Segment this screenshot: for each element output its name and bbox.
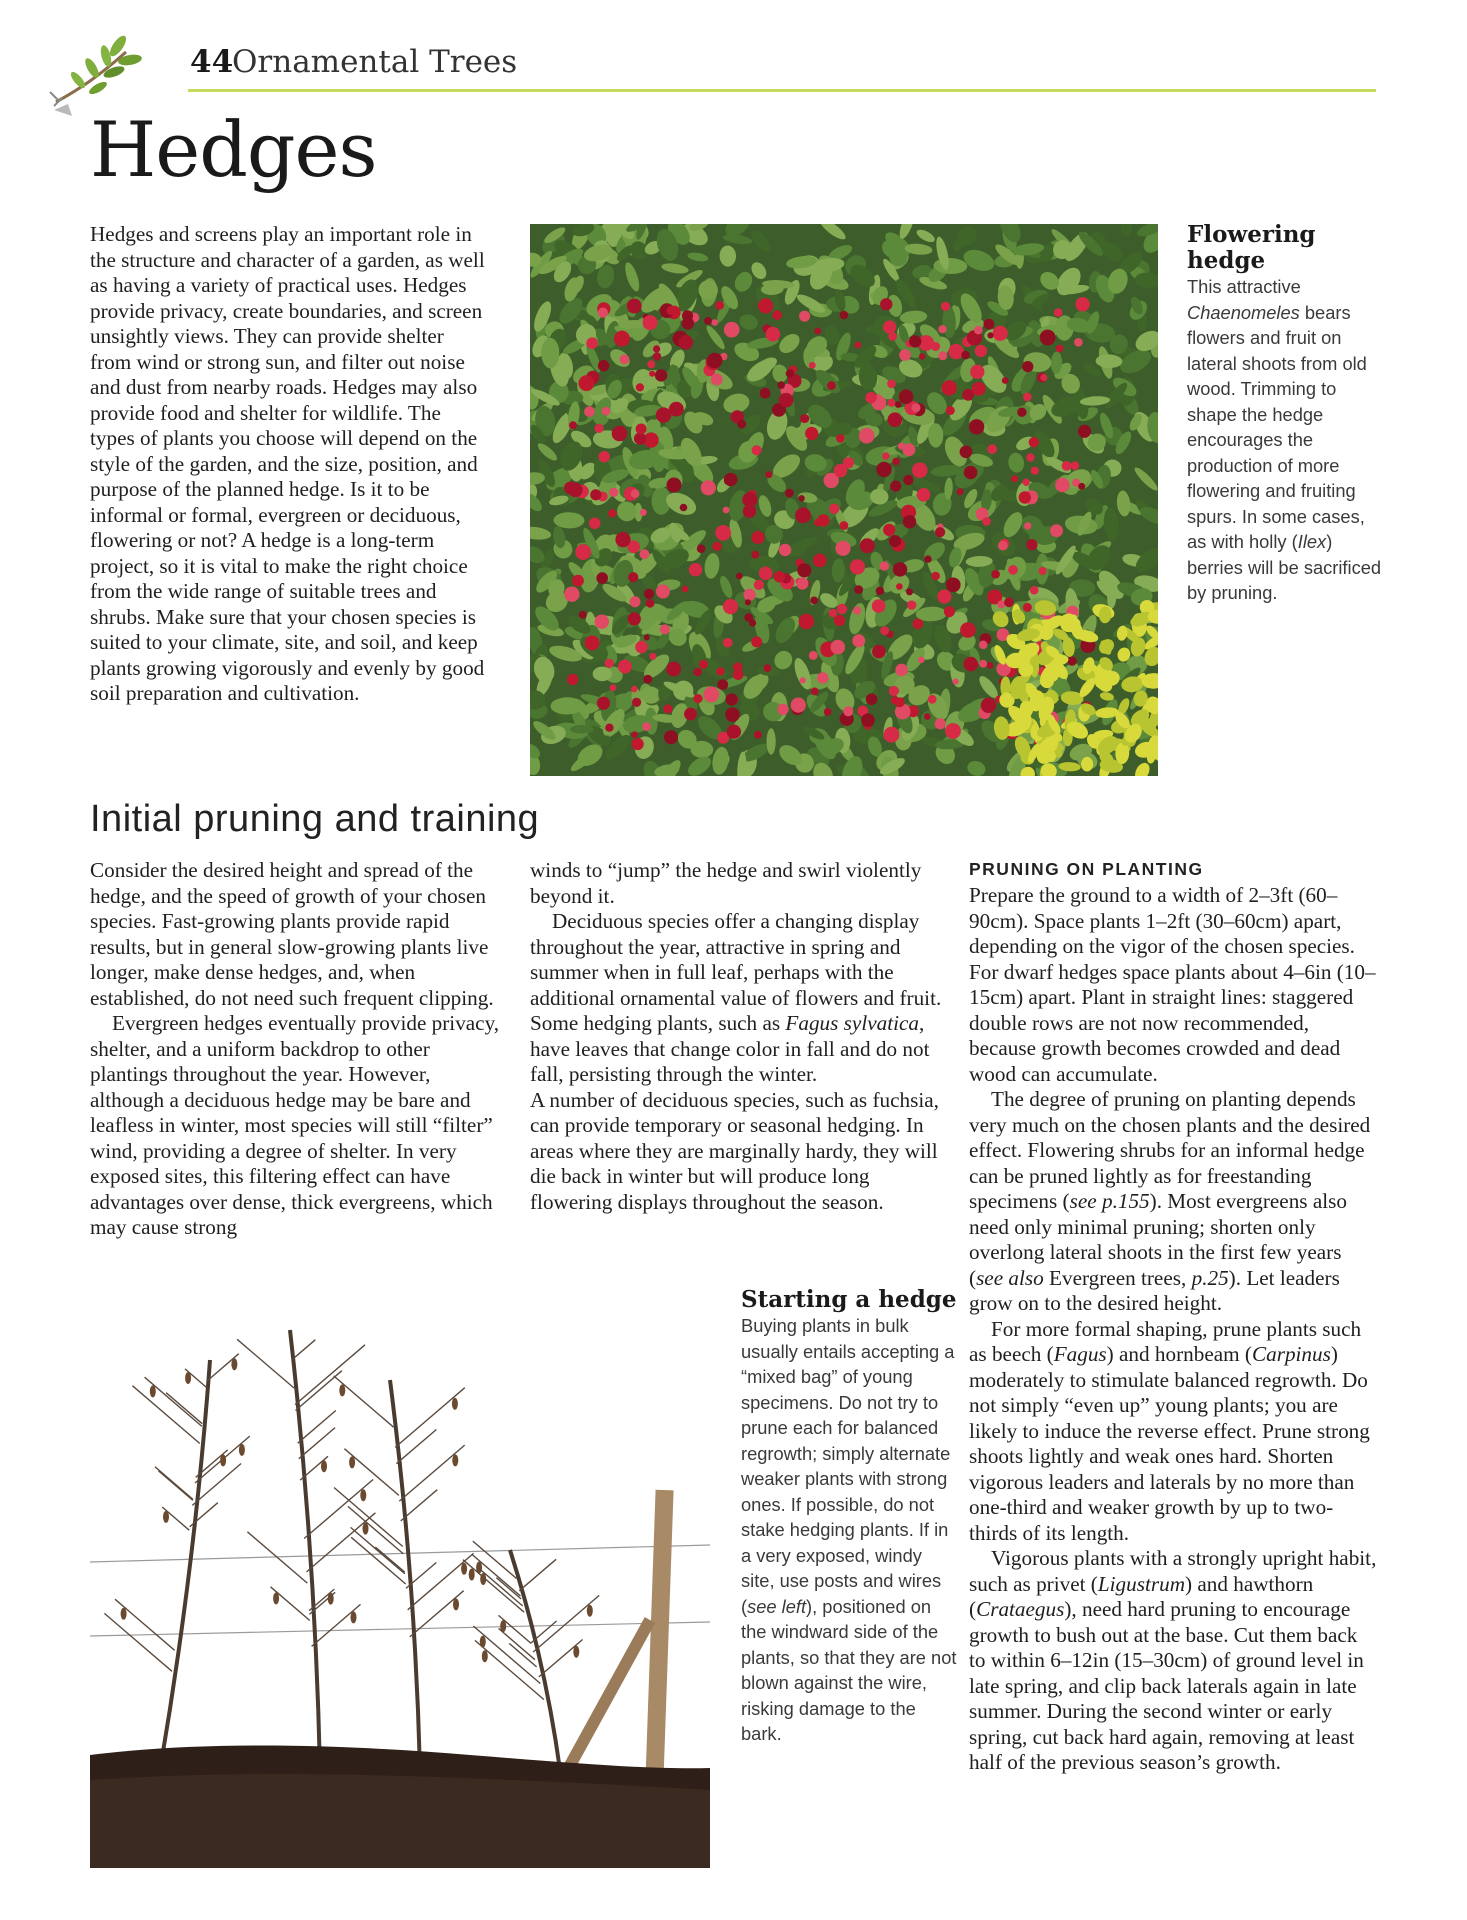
page-number: 44 (190, 44, 234, 80)
paragraph: winds to “jump” the hedge and swirl violently beyond it. (530, 858, 922, 908)
intro-text: Hedges and screens play an important role in the structure and character of a garden, as well as having a variety of practical uses. Hedges provide privacy, create boundaries, and screen unsightly views. They can provide shelter from wind or strong sun, and filter out noise and dust from nearby roads. Hedges may also provide food and shelter for wildlife. The types of plants you choose will depend on the style of the garden, and the size, position, and purpose of the planned hedge. Is it to be informal or formal, evergreen or deciduous, flowering or not? A hedge is a long-term project, so it is vital to make the right choice from the wide range of suitable trees and shrubs. Make sure that your chosen species is suited to your climate, site, and soil, and keep plants growing vigorously and evenly by good soil preparation and cultivation. (90, 222, 485, 705)
page-title: Hedges (90, 105, 377, 194)
header-rule (188, 89, 1376, 92)
paragraph: For more formal shaping, prune plants such as beech (Fagus) and hornbeam (Carpinus) moderately to stimulate balanced regrowth. Do not simply “even up” young plants; you are likely to induce the reverse effect. Prune strong shoots lightly and weak ones hard. Shorten vigorous leaders and laterals by no more than one-third and weaker growth by up to two-thirds of its length. (969, 1316, 1370, 1545)
caption-title: Starting a hedge (741, 1286, 957, 1313)
caption-text: This attractive Chaenomeles bears flowers and fruit on lateral shoots from old wood. Trimming to shape the hedge encourages the production of more flowering and fruiting spurs. In some cases, as with holly (Ilex) berries will be sacrificed by pruning. (1187, 276, 1382, 603)
section-name: Ornamental Trees (232, 44, 518, 80)
intro-paragraph (90, 222, 490, 707)
caption-text: Buying plants in bulk usually entails accepting a “mixed bag” of young specimens. Do not try to prune each for balanced regrowth; simply alternate weaker plants with strong ones. If possible, do not stake hedging plants. If in a very exposed, windy site, use posts and wires (see left), positioned on the windward side of the plants, so that they are not blown against the wire, risking damage to the bark. (741, 1315, 957, 1744)
column-heading: PRUNING ON PLANTING (969, 859, 1204, 879)
young-hedge-plants-photo (90, 1300, 710, 1868)
caption-starting-hedge (741, 1287, 959, 1747)
paragraph: Consider the desired height and spread of the hedge, and the speed of growth of your chosen species. Fast-growing plants provide rapid results, but in general slow-growing plants live longer, make dense hedges, and, when established, do not need such frequent clipping. (90, 858, 494, 1010)
paragraph: Vigorous plants with a strongly upright habit, such as privet (Ligustrum) and hawthorn (Crataegus), need hard pruning to encourage growth to bush out at the base. Cut them back to within 6–12in (15–30cm) of ground level in late spring, and clip back laterals again in late summer. During the second winter or early spring, cut back hard again, removing at least half of the previous season’s growth. (969, 1546, 1377, 1774)
body-column-3 (969, 858, 1379, 1776)
paragraph: The degree of pruning on planting depends very much on the chosen plants and the desired effect. Flowering shrubs for an informal hedge can be pruned lightly as for freestanding specimens (see p.155). Most evergreens also need only minimal pruning; shorten only overlong lateral shoots in the first few years (see also Evergreen trees, p.25). Let leaders grow on to the desired height. (969, 1087, 1371, 1315)
caption-title: Flowering hedge (1187, 221, 1316, 274)
paragraph: Prepare the ground to a width of 2–3ft (60–90cm). Space plants 1–2ft (30–60cm) apart, depending on the vigor of the chosen species. For dwarf hedges space plants about 4–6in (10–15cm) apart. Plant in straight lines: staggered double rows are not now recommended, because growth becomes crowded and dead wood can accumulate. (969, 883, 1376, 1086)
caption-flowering-hedge (1187, 222, 1387, 606)
paragraph: A number of deciduous species, such as fuchsia, can provide temporary or seasonal hedging. In areas where they are marginally hardy, they will die back in winter but will produce long flowering displays throughout the season. (530, 1087, 939, 1214)
paragraph: Evergreen hedges eventually provide privacy, shelter, and a uniform backdrop to other plantings throughout the year. However, although a deciduous hedge may be bare and leafless in winter, most species will still “filter” wind, providing a degree of shelter. In very exposed sites, this filtering effect can have advantages over dense, thick evergreens, which may cause strong (90, 1011, 500, 1239)
paragraph: Deciduous species offer a changing display throughout the year, attractive in spring and summer when in full leaf, perhaps with the additional ornamental value of flowers and fruit. Some hedging plants, such as Fagus sylvatica, have leaves that change color in fall and do not fall, persisting through the winter. (530, 909, 942, 1086)
body-column-2 (530, 858, 942, 1215)
flowering-hedge-photo (530, 224, 1158, 776)
body-column-1 (90, 858, 508, 1241)
section-heading: Initial pruning and training (90, 798, 540, 840)
